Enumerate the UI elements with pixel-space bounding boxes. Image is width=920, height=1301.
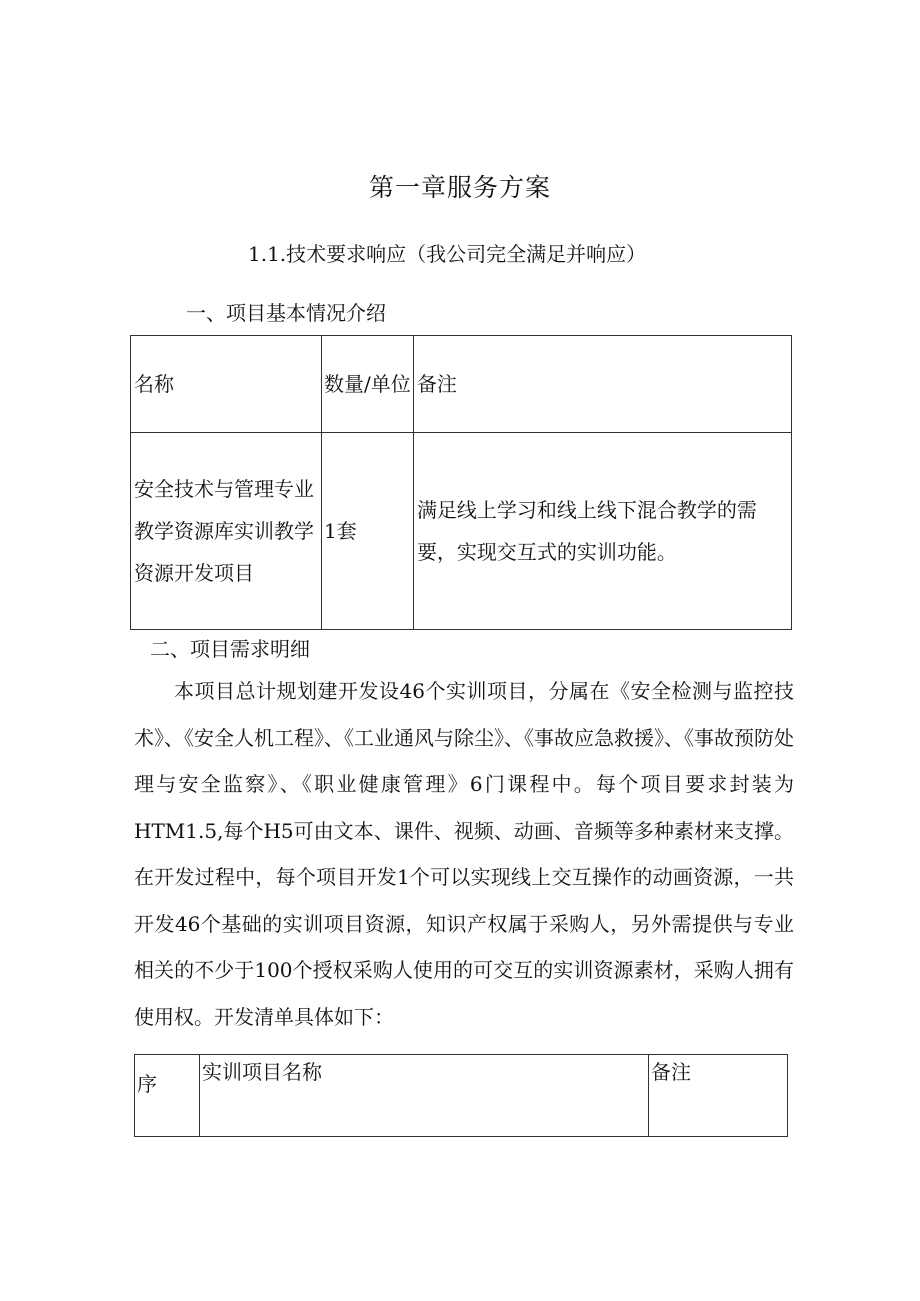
- requirements-paragraph: 本项目总计规划建开发设46个实训项目，分属在《安全检测与监控技术》、《安全人机工程》、《工业通风与除尘》、《事故应急救援》、《事故预防处理与安全监察》、《职业健康管理》6门课程中。每个项目要求封装为HTM1.5,每个H5可由文本、课件、视频、动画、音频等多种素材来支撑。在开发过程中，每个项目开发1个可以实现线上交互操作的动画资源，一共开发46个基础的实训项目资源，知识产权属于采购人，另外需提供与专业相关的不少于100个授权采购人使用的可交互的实训资源素材，采购人拥有使用权。开发清单具体如下：: [134, 679, 794, 1029]
- cell-remarks: 满足线上学习和线上线下混合教学的需要，实现交互式的实训功能。: [413, 433, 791, 630]
- header-remarks: 备注: [649, 1055, 788, 1137]
- development-list-table: [134, 1054, 788, 1137]
- cell-quantity: 1套: [322, 433, 414, 630]
- header-remarks: 备注: [413, 336, 791, 433]
- table-header-row: [135, 1055, 788, 1137]
- header-quantity-unit: 数量/单位: [322, 336, 414, 433]
- part1-heading: 一、项目基本情况介绍: [186, 301, 386, 325]
- part2-heading: 二、项目需求明细: [150, 637, 310, 661]
- header-project-name: 实训项目名称: [200, 1055, 649, 1137]
- chapter-title: 第一章服务方案: [368, 173, 551, 202]
- cell-project-name: 安全技术与管理专业教学资源库实训教学资源开发项目: [131, 433, 322, 630]
- project-info-table: [130, 335, 792, 630]
- section-title: 1.1.技术要求响应（我公司完全满足并响应）: [248, 242, 647, 266]
- table-row: [131, 433, 792, 630]
- table-header-row: [131, 336, 792, 433]
- header-index: 序: [135, 1055, 200, 1137]
- header-name: 名称: [131, 336, 322, 433]
